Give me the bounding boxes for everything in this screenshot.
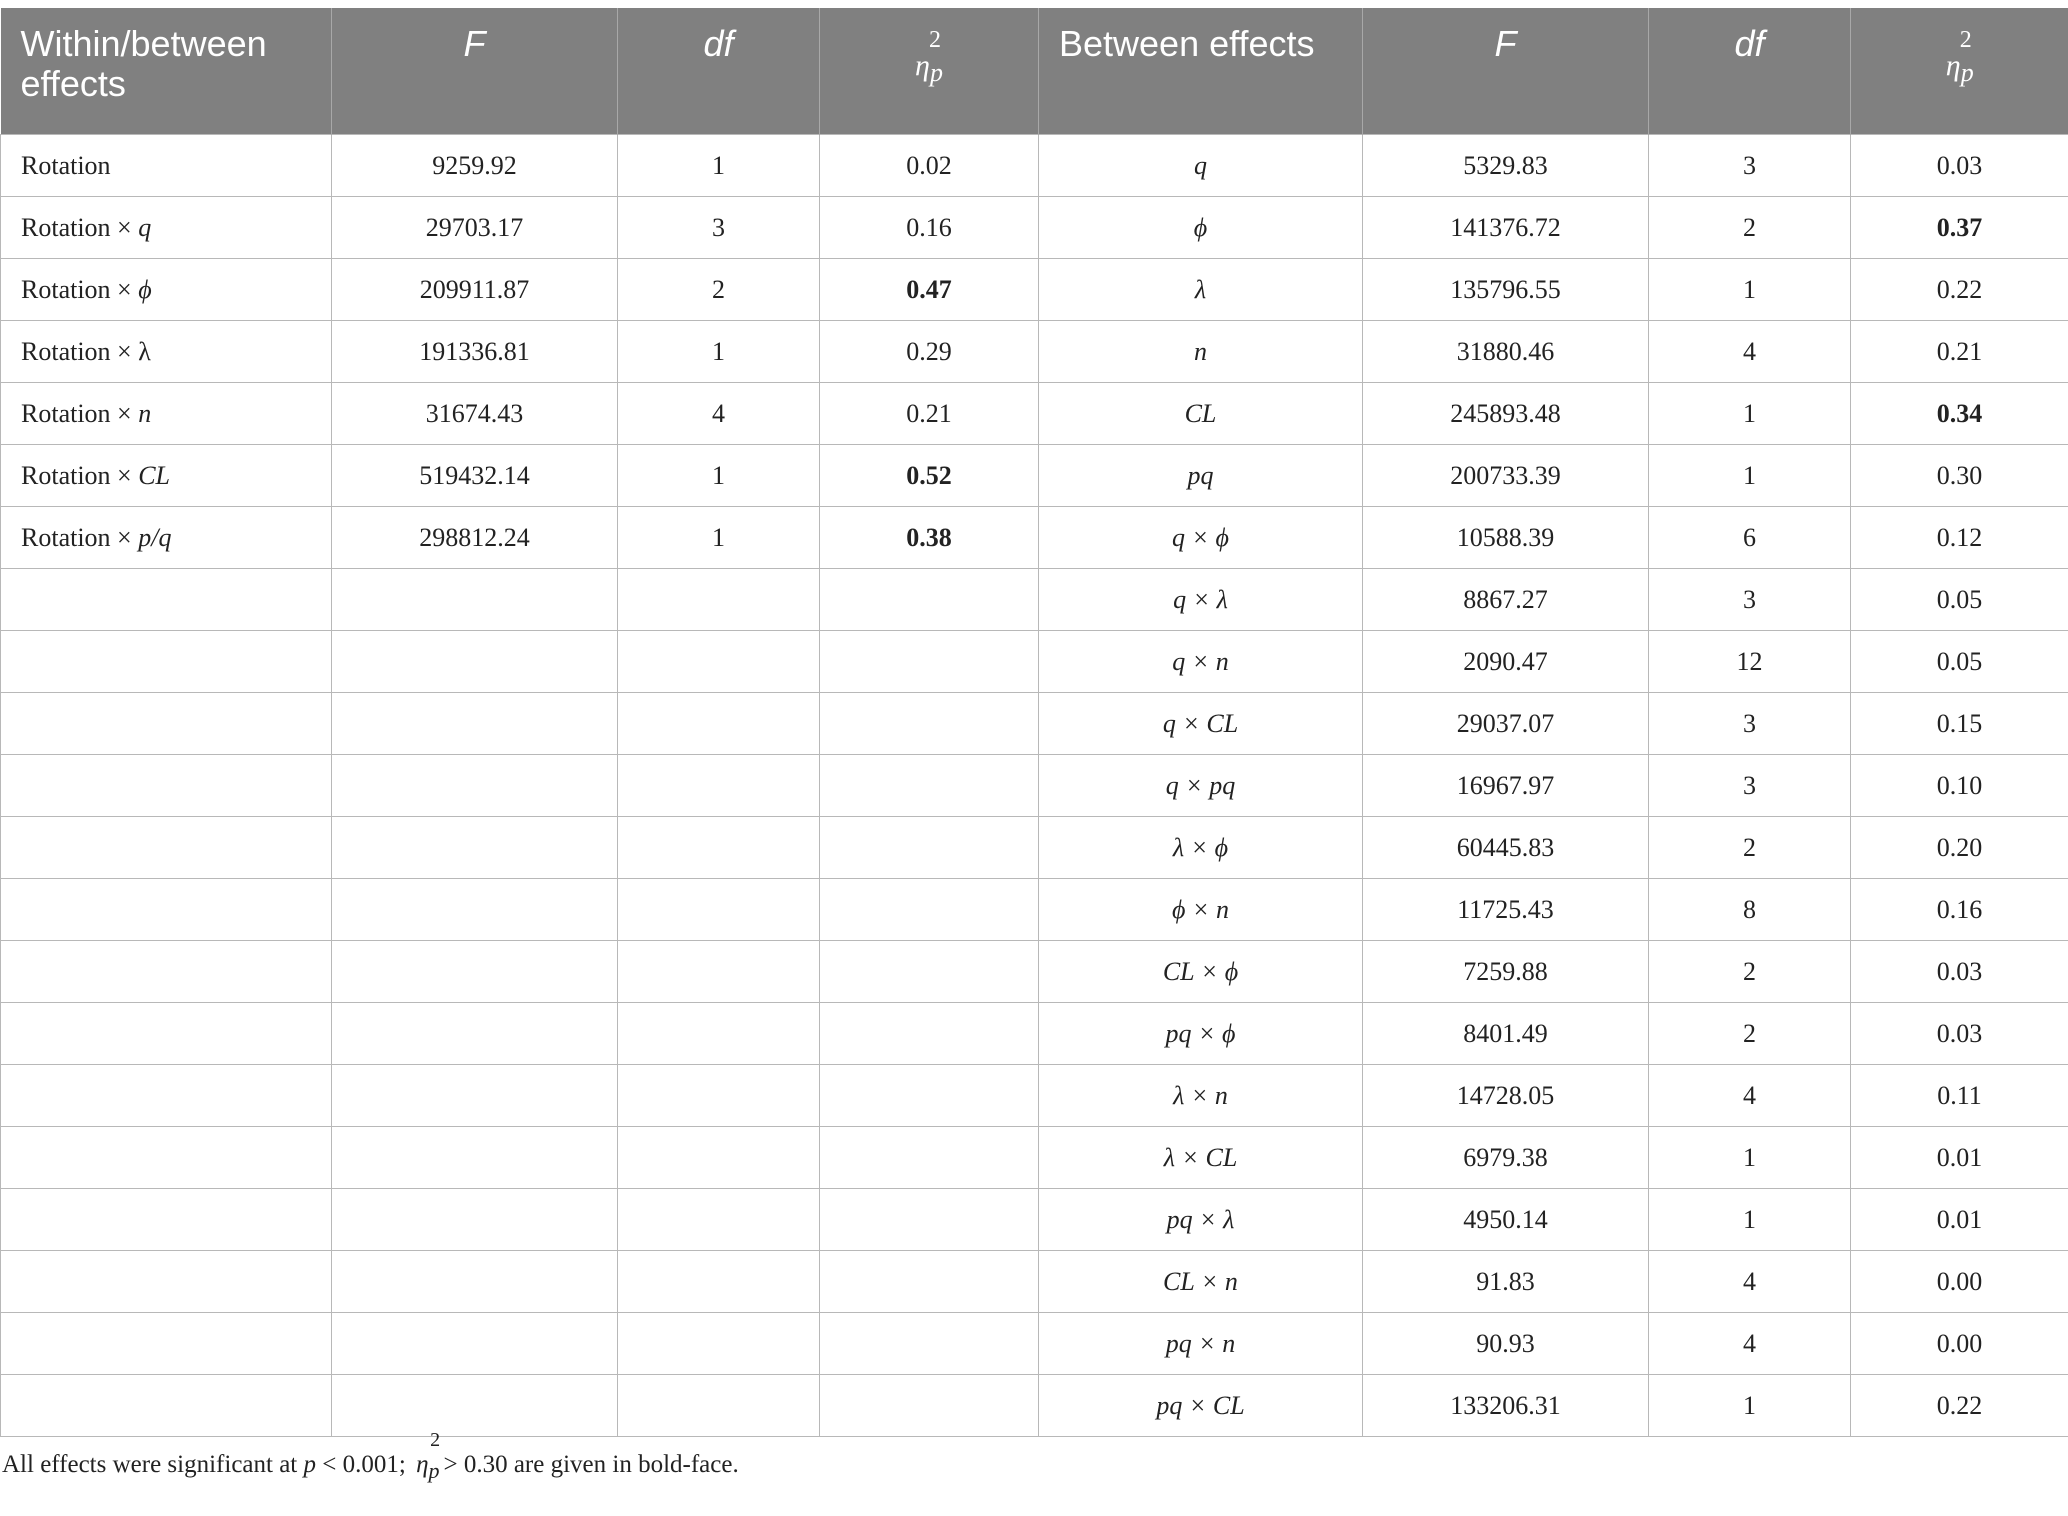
between-effect-cell: n bbox=[1039, 321, 1363, 383]
table-row bbox=[1, 1065, 2068, 1127]
header-between-effects: Between effects bbox=[1039, 8, 1363, 135]
header-between-f-label: F bbox=[1495, 23, 1517, 64]
within-eta-cell: 0.16 bbox=[820, 197, 1039, 259]
between-effect-cell: λ × CL bbox=[1039, 1127, 1363, 1189]
footnote-eta-sub: p bbox=[428, 1458, 439, 1483]
within-df-cell: 3 bbox=[618, 197, 820, 259]
within-eta-cell: 0.21 bbox=[820, 383, 1039, 445]
within-effect-variable: p/q bbox=[138, 523, 171, 552]
between-eta-cell: 0.22 bbox=[1851, 1375, 2068, 1437]
within-effect-variable: ϕ bbox=[138, 275, 151, 304]
between-effect-cell: q bbox=[1039, 135, 1363, 197]
between-effect-cell: ϕ × n bbox=[1039, 879, 1363, 941]
between-eta-cell: 0.01 bbox=[1851, 1127, 2068, 1189]
within-df-cell bbox=[618, 1313, 820, 1375]
between-eta-cell: 0.10 bbox=[1851, 755, 2068, 817]
within-eta-symbol bbox=[915, 46, 943, 87]
anova-results-table-container bbox=[0, 8, 2068, 1479]
between-df-cell: 3 bbox=[1649, 135, 1851, 197]
between-eta-cell: 0.01 bbox=[1851, 1189, 2068, 1251]
within-effect-cell bbox=[1, 1189, 332, 1251]
between-eta-cell: 0.11 bbox=[1851, 1065, 2068, 1127]
between-f-cell: 6979.38 bbox=[1363, 1127, 1649, 1189]
header-within-partial-eta-squared bbox=[820, 8, 1039, 135]
within-eta-cell: 0.52 bbox=[820, 445, 1039, 507]
within-eta-cell bbox=[820, 1127, 1039, 1189]
within-effect-base: Rotation × bbox=[21, 213, 138, 242]
between-eta-cell: 0.00 bbox=[1851, 1251, 2068, 1313]
within-eta-cell bbox=[820, 569, 1039, 631]
between-f-cell: 135796.55 bbox=[1363, 259, 1649, 321]
within-f-cell: 29703.17 bbox=[332, 197, 618, 259]
table-row bbox=[1, 1251, 2068, 1313]
within-df-cell: 4 bbox=[618, 383, 820, 445]
footnote-post: > 0.30 are given in bold-face. bbox=[443, 1451, 738, 1478]
between-df-cell: 2 bbox=[1649, 197, 1851, 259]
within-f-cell bbox=[332, 1251, 618, 1313]
between-df-cell: 4 bbox=[1649, 1065, 1851, 1127]
between-effect-cell: q × n bbox=[1039, 631, 1363, 693]
within-effect-cell bbox=[1, 1127, 332, 1189]
between-df-cell: 4 bbox=[1649, 321, 1851, 383]
within-df-cell bbox=[618, 755, 820, 817]
within-eta-cell: 0.47 bbox=[820, 259, 1039, 321]
footnote-eta-symbol bbox=[416, 1451, 439, 1479]
table-row bbox=[1, 1127, 2068, 1189]
within-effect-cell bbox=[1, 197, 332, 259]
within-df-cell bbox=[618, 1065, 820, 1127]
between-f-cell: 4950.14 bbox=[1363, 1189, 1649, 1251]
between-f-cell: 141376.72 bbox=[1363, 197, 1649, 259]
between-eta-cell: 0.05 bbox=[1851, 631, 2068, 693]
table-row bbox=[1, 1313, 2068, 1375]
within-effect-base: Rotation × bbox=[21, 399, 138, 428]
between-eta-sub: p bbox=[1961, 58, 1974, 87]
between-effect-cell: λ × n bbox=[1039, 1065, 1363, 1127]
between-f-cell: 90.93 bbox=[1363, 1313, 1649, 1375]
table-row bbox=[1, 383, 2068, 445]
between-effect-cell: q × ϕ bbox=[1039, 507, 1363, 569]
within-f-cell bbox=[332, 1003, 618, 1065]
between-f-cell: 31880.46 bbox=[1363, 321, 1649, 383]
table-row bbox=[1, 445, 2068, 507]
within-f-cell bbox=[332, 941, 618, 1003]
within-eta-cell bbox=[820, 1313, 1039, 1375]
table-row bbox=[1, 569, 2068, 631]
within-effect-cell bbox=[1, 507, 332, 569]
between-eta-cell: 0.03 bbox=[1851, 135, 2068, 197]
within-eta-cell bbox=[820, 1065, 1039, 1127]
within-f-cell bbox=[332, 1189, 618, 1251]
within-effect-cell bbox=[1, 1065, 332, 1127]
between-df-cell: 3 bbox=[1649, 569, 1851, 631]
header-between-partial-eta-squared bbox=[1851, 8, 2068, 135]
header-within-f bbox=[332, 8, 618, 135]
within-eta-cell bbox=[820, 879, 1039, 941]
between-df-cell: 2 bbox=[1649, 1003, 1851, 1065]
between-effect-cell: pq bbox=[1039, 445, 1363, 507]
within-df-cell: 2 bbox=[618, 259, 820, 321]
between-eta-cell: 0.15 bbox=[1851, 693, 2068, 755]
between-df-cell: 1 bbox=[1649, 445, 1851, 507]
within-effect-base: Rotation × bbox=[21, 523, 138, 552]
between-effect-cell: ϕ bbox=[1039, 197, 1363, 259]
within-eta-cell bbox=[820, 1375, 1039, 1437]
within-df-cell: 1 bbox=[618, 445, 820, 507]
within-df-cell bbox=[618, 1127, 820, 1189]
between-eta-sup: 2 bbox=[1960, 20, 1972, 60]
within-eta-cell bbox=[820, 1251, 1039, 1313]
between-effect-cell: q × pq bbox=[1039, 755, 1363, 817]
between-f-cell: 245893.48 bbox=[1363, 383, 1649, 445]
between-effect-cell: pq × CL bbox=[1039, 1375, 1363, 1437]
header-between-df bbox=[1649, 8, 1851, 135]
between-df-cell: 1 bbox=[1649, 1127, 1851, 1189]
within-eta-cell: 0.29 bbox=[820, 321, 1039, 383]
within-eta-cell: 0.02 bbox=[820, 135, 1039, 197]
between-eta-cell: 0.03 bbox=[1851, 941, 2068, 1003]
between-eta-cell: 0.37 bbox=[1851, 197, 2068, 259]
between-effect-cell: q × CL bbox=[1039, 693, 1363, 755]
within-eta-cell bbox=[820, 755, 1039, 817]
between-eta-cell: 0.05 bbox=[1851, 569, 2068, 631]
between-df-cell: 6 bbox=[1649, 507, 1851, 569]
between-effect-cell: CL × ϕ bbox=[1039, 941, 1363, 1003]
between-eta-cell: 0.12 bbox=[1851, 507, 2068, 569]
header-within-df-label: df bbox=[703, 23, 733, 64]
table-row bbox=[1, 1375, 2068, 1437]
table-row bbox=[1, 197, 2068, 259]
between-f-cell: 60445.83 bbox=[1363, 817, 1649, 879]
within-effect-base: Rotation × bbox=[21, 275, 138, 304]
within-f-cell: 298812.24 bbox=[332, 507, 618, 569]
table-row bbox=[1, 941, 2068, 1003]
within-effect-base: Rotation × bbox=[21, 337, 138, 366]
within-f-cell: 519432.14 bbox=[332, 445, 618, 507]
table-row bbox=[1, 135, 2068, 197]
within-effect-cell bbox=[1, 941, 332, 1003]
table-row bbox=[1, 693, 2068, 755]
between-effect-cell: λ × ϕ bbox=[1039, 817, 1363, 879]
between-effect-cell: CL × n bbox=[1039, 1251, 1363, 1313]
within-effect-cell bbox=[1, 1003, 332, 1065]
table-row bbox=[1, 507, 2068, 569]
between-f-cell: 14728.05 bbox=[1363, 1065, 1649, 1127]
within-effect-cell bbox=[1, 569, 332, 631]
between-eta-char: η bbox=[1946, 49, 1961, 82]
header-row bbox=[1, 8, 2068, 135]
within-df-cell: 1 bbox=[618, 321, 820, 383]
header-within-between-effects: Within/between effects bbox=[1, 8, 332, 135]
within-effect-cell: Rotation bbox=[1, 135, 332, 197]
between-effect-cell: q × λ bbox=[1039, 569, 1363, 631]
within-effect-cell bbox=[1, 321, 332, 383]
within-df-cell bbox=[618, 1003, 820, 1065]
within-f-cell bbox=[332, 1375, 618, 1437]
footnote-pre: All effects were significant at bbox=[2, 1451, 304, 1478]
table-row bbox=[1, 755, 2068, 817]
between-f-cell: 11725.43 bbox=[1363, 879, 1649, 941]
within-effect-cell bbox=[1, 445, 332, 507]
within-df-cell bbox=[618, 817, 820, 879]
between-eta-cell: 0.03 bbox=[1851, 1003, 2068, 1065]
within-df-cell bbox=[618, 569, 820, 631]
within-df-cell bbox=[618, 631, 820, 693]
between-f-cell: 2090.47 bbox=[1363, 631, 1649, 693]
within-df-cell bbox=[618, 1375, 820, 1437]
between-df-cell: 3 bbox=[1649, 693, 1851, 755]
within-f-cell bbox=[332, 817, 618, 879]
between-effect-cell: pq × n bbox=[1039, 1313, 1363, 1375]
table-row bbox=[1, 879, 2068, 941]
within-eta-cell bbox=[820, 693, 1039, 755]
within-f-cell bbox=[332, 569, 618, 631]
within-effect-cell bbox=[1, 817, 332, 879]
within-eta-cell: 0.38 bbox=[820, 507, 1039, 569]
within-f-cell bbox=[332, 1127, 618, 1189]
between-f-cell: 10588.39 bbox=[1363, 507, 1649, 569]
between-f-cell: 5329.83 bbox=[1363, 135, 1649, 197]
within-effect-cell bbox=[1, 259, 332, 321]
between-df-cell: 1 bbox=[1649, 383, 1851, 445]
between-eta-cell: 0.30 bbox=[1851, 445, 2068, 507]
between-df-cell: 2 bbox=[1649, 817, 1851, 879]
between-f-cell: 133206.31 bbox=[1363, 1375, 1649, 1437]
table-row bbox=[1, 1189, 2068, 1251]
within-effect-variable: q bbox=[138, 213, 151, 242]
within-f-cell bbox=[332, 693, 618, 755]
between-eta-cell: 0.34 bbox=[1851, 383, 2068, 445]
header-within-f-label: F bbox=[464, 23, 486, 64]
between-df-cell: 3 bbox=[1649, 755, 1851, 817]
between-effect-cell: CL bbox=[1039, 383, 1363, 445]
within-effect-cell bbox=[1, 383, 332, 445]
within-eta-sup: 2 bbox=[929, 20, 941, 60]
footnote-p-variable: p bbox=[304, 1451, 317, 1478]
within-eta-cell bbox=[820, 1189, 1039, 1251]
within-df-cell bbox=[618, 693, 820, 755]
within-df-cell bbox=[618, 879, 820, 941]
between-df-cell: 1 bbox=[1649, 1375, 1851, 1437]
between-effect-cell: pq × λ bbox=[1039, 1189, 1363, 1251]
between-effect-cell: pq × ϕ bbox=[1039, 1003, 1363, 1065]
table-row bbox=[1, 259, 2068, 321]
between-f-cell: 16967.97 bbox=[1363, 755, 1649, 817]
between-eta-cell: 0.16 bbox=[1851, 879, 2068, 941]
header-within-df bbox=[618, 8, 820, 135]
between-f-cell: 7259.88 bbox=[1363, 941, 1649, 1003]
within-effect-cell bbox=[1, 1251, 332, 1313]
within-eta-cell bbox=[820, 817, 1039, 879]
footnote-eta-char: η bbox=[416, 1451, 428, 1478]
within-f-cell: 191336.81 bbox=[332, 321, 618, 383]
within-effect-cell bbox=[1, 631, 332, 693]
between-df-cell: 1 bbox=[1649, 1189, 1851, 1251]
within-eta-cell bbox=[820, 1003, 1039, 1065]
table-row bbox=[1, 321, 2068, 383]
within-effect-variable: CL bbox=[138, 461, 170, 490]
within-eta-sub: p bbox=[930, 58, 943, 87]
between-eta-cell: 0.00 bbox=[1851, 1313, 2068, 1375]
within-f-cell bbox=[332, 1065, 618, 1127]
within-effect-cell bbox=[1, 755, 332, 817]
within-effect-cell bbox=[1, 879, 332, 941]
within-f-cell bbox=[332, 631, 618, 693]
between-f-cell: 8401.49 bbox=[1363, 1003, 1649, 1065]
anova-results-table bbox=[0, 8, 2068, 1437]
between-df-cell: 4 bbox=[1649, 1251, 1851, 1313]
within-eta-cell bbox=[820, 941, 1039, 1003]
between-eta-symbol bbox=[1946, 46, 1974, 87]
within-f-cell: 31674.43 bbox=[332, 383, 618, 445]
within-eta-char: η bbox=[915, 49, 930, 82]
between-df-cell: 1 bbox=[1649, 259, 1851, 321]
header-between-f bbox=[1363, 8, 1649, 135]
footnote-p-threshold: < 0.001; bbox=[316, 1451, 412, 1478]
within-effect-variable: n bbox=[138, 399, 151, 428]
between-f-cell: 91.83 bbox=[1363, 1251, 1649, 1313]
between-f-cell: 8867.27 bbox=[1363, 569, 1649, 631]
within-df-cell bbox=[618, 941, 820, 1003]
between-df-cell: 2 bbox=[1649, 941, 1851, 1003]
within-df-cell bbox=[618, 1251, 820, 1313]
header-between-df-label: df bbox=[1734, 23, 1764, 64]
table-body bbox=[1, 135, 2068, 1437]
between-df-cell: 4 bbox=[1649, 1313, 1851, 1375]
within-f-cell bbox=[332, 755, 618, 817]
within-f-cell bbox=[332, 879, 618, 941]
within-effect-cell bbox=[1, 1375, 332, 1437]
within-effect-cell bbox=[1, 693, 332, 755]
between-eta-cell: 0.21 bbox=[1851, 321, 2068, 383]
within-df-cell: 1 bbox=[618, 507, 820, 569]
within-eta-cell bbox=[820, 631, 1039, 693]
within-f-cell: 9259.92 bbox=[332, 135, 618, 197]
between-effect-cell: λ bbox=[1039, 259, 1363, 321]
footnote-eta-sup: 2 bbox=[430, 1429, 440, 1452]
within-f-cell: 209911.87 bbox=[332, 259, 618, 321]
within-effect-variable: λ bbox=[138, 337, 151, 366]
between-df-cell: 12 bbox=[1649, 631, 1851, 693]
table-header bbox=[1, 8, 2068, 135]
between-f-cell: 29037.07 bbox=[1363, 693, 1649, 755]
within-df-cell bbox=[618, 1189, 820, 1251]
between-eta-cell: 0.20 bbox=[1851, 817, 2068, 879]
within-df-cell: 1 bbox=[618, 135, 820, 197]
between-df-cell: 8 bbox=[1649, 879, 1851, 941]
between-f-cell: 200733.39 bbox=[1363, 445, 1649, 507]
table-row bbox=[1, 1003, 2068, 1065]
between-eta-cell: 0.22 bbox=[1851, 259, 2068, 321]
table-row bbox=[1, 631, 2068, 693]
within-effect-base: Rotation × bbox=[21, 461, 138, 490]
table-row bbox=[1, 817, 2068, 879]
within-effect-cell bbox=[1, 1313, 332, 1375]
table-footnote bbox=[0, 1437, 2068, 1479]
within-f-cell bbox=[332, 1313, 618, 1375]
